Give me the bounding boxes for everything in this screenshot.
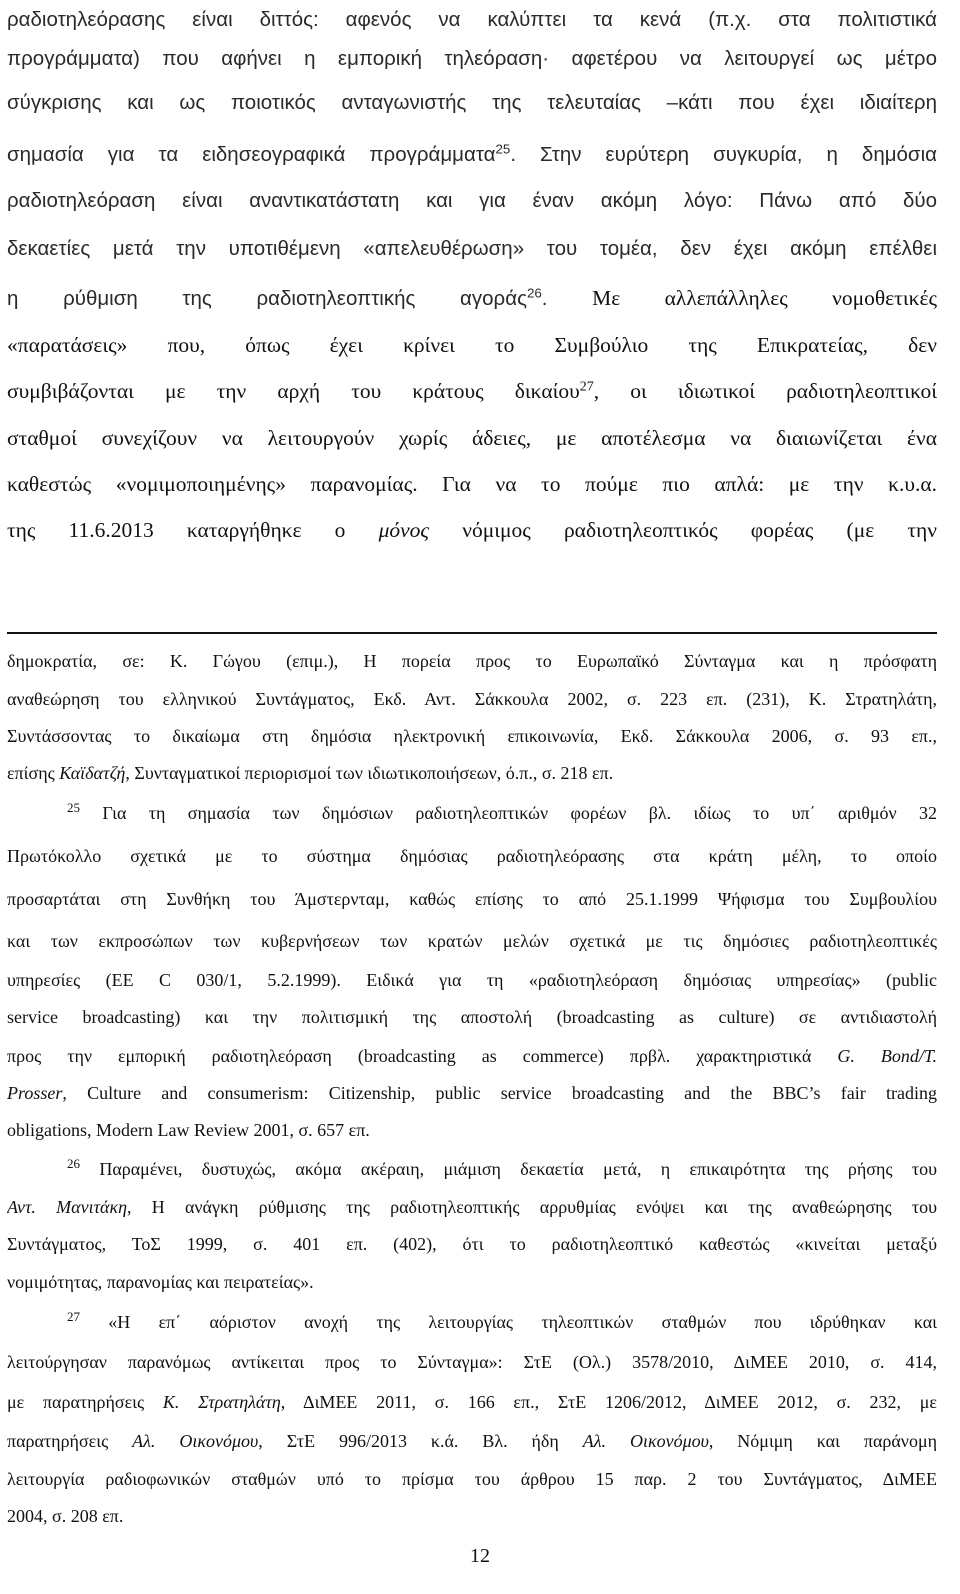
body-line-5 (7, 186, 937, 216)
text: , Συνταγματικοί περιορισμοί των ιδιωτικοποιήσεων, ό.π., σ. 218 επ. (125, 763, 614, 783)
footnote-25-line-5 (7, 967, 937, 993)
footnote-number: 25 (67, 800, 80, 815)
footnote-27-line-2 (7, 1349, 937, 1375)
text: 2004, σ. 208 επ. (7, 1506, 124, 1526)
text: , Culture and consumerism: Citizenship, public service broadcasting and the BBC’s fair trading (62, 1083, 937, 1103)
text: ραδιοτηλεόρασης είναι διττός: αφενός να καλύπτει τα κενά (π.χ. στα πολιτιστικά (7, 8, 937, 31)
text: σημασία για τα ειδησεογραφικά προγράμματα (7, 143, 496, 166)
footnote-cont-line-1 (7, 648, 937, 674)
text: αναθεώρηση του ελληνικού Συντάγματος, Εκδ. Αντ. Σάκκουλα 2002, σ. 223 επ. (231), Κ. Στρατηλάτη, (7, 689, 937, 709)
text: «παρατάσεις» που, όπως έχει κρίνει το Συμβούλιο της Επικρατείας, δεν (7, 333, 937, 357)
body-line-10 (7, 423, 937, 453)
text: παρατηρήσεις (7, 1431, 133, 1451)
text: καθεστώς «νομιμοποιημένης» παρανομίας. Για να το πούμε πιο απλά: με την κ.υ.α. (7, 472, 937, 496)
text-italic: Καϊδατζή (59, 763, 126, 783)
text: . Στην ευρύτερη συγκυρία, η δημόσια (510, 143, 937, 166)
body-line-9 (7, 376, 937, 406)
text-italic: G. Bond/T. (837, 1046, 937, 1066)
footnote-27-line-1 (67, 1309, 937, 1335)
text: της 11.6.2013 καταργήθηκε ο (7, 518, 379, 542)
text-italic: Αλ. Οικονόμου (582, 1431, 709, 1451)
body-line-12 (7, 515, 937, 545)
text-italic: μόνος (378, 518, 430, 542)
text: , ΣτΕ 996/2013 κ.ά. Βλ. ήδη (258, 1431, 583, 1451)
text: service broadcasting) και την πολιτισμική της αποστολή (broadcasting as culture) σε αντιδιαστολή (7, 1007, 937, 1027)
text: η ρύθμιση της ραδιοτηλεοπτικής αγοράς (7, 287, 527, 310)
text: obligations, Modern Law Review 2001, σ. 657 επ. (7, 1120, 370, 1140)
footnote-number: 27 (67, 1309, 80, 1324)
text: «Η επ΄ αόριστον ανοχή της λειτουργίας τηλεοπτικών σταθμών που ιδρύθηκαν και (108, 1312, 937, 1332)
text: προς την εμπορική ραδιοτηλεόραση (broadcasting as commerce) πρβλ. χαρακτηριστικά (7, 1046, 838, 1066)
text: και των εκπροσώπων των κυβερνήσεων των κρατών μελών σχετικά με τις δημόσιες ραδιοτηλεοπτικές (7, 931, 937, 951)
footnote-26-line-4 (7, 1269, 937, 1295)
text: σύγκρισης και ως ποιοτικός ανταγωνιστής της τελευταίας –κάτι που έχει ιδιαίτερη (7, 91, 937, 114)
text: δεκαετίες μετά την υποτιθέμενη «απελευθέρωση» του τομέα, δεν έχει ακόμη επέλθει (7, 237, 937, 260)
text: Για τη σημασία των δημόσιων ραδιοτηλεοπτικών φορέων βλ. ιδίως το υπ΄ αριθμόν 32 (102, 803, 937, 823)
text: με παρατηρήσεις (7, 1392, 163, 1412)
footnote-25-line-6 (7, 1004, 937, 1030)
footnote-separator (7, 632, 937, 634)
text: , Η ανάγκη ρύθμισης της ραδιοτηλεοπτικής αρρυθμίας ενόψει και της αναθεώρησης του (127, 1197, 937, 1217)
text: , Νόμιμη και παράνομη (708, 1431, 937, 1451)
footnote-27-line-5 (7, 1466, 937, 1492)
text: Με αλλεπάλληλες νομοθετικές (592, 286, 937, 310)
footnote-cont-line-3 (7, 723, 937, 749)
footnote-26-line-2 (7, 1194, 937, 1220)
text: δημοκρατία, σε: Κ. Γώγου (επιμ.), Η πορεία προς το Ευρωπαϊκό Σύνταγμα και η πρόσφατη (7, 651, 937, 671)
footnote-25-line-9 (7, 1117, 937, 1143)
body-line-2 (7, 44, 937, 74)
text: . (541, 287, 593, 310)
text: λειτουργία ραδιοφωνικών σταθμών υπό το πρίσμα του άρθρου 15 παρ. 2 του Συντάγματος, ΔιΜΕΕ (7, 1469, 937, 1489)
text: υπηρεσίες (ΕΕ C 030/1, 5.2.1999). Ειδικά για τη «ραδιοτηλεόραση δημόσιας υπηρεσίας» (public (7, 970, 937, 990)
body-line-1 (7, 5, 937, 35)
footnote-26-line-1 (67, 1156, 937, 1182)
page-number: 12 (470, 1545, 490, 1567)
text: , οι ιδιωτικοί ραδιοτηλεοπτικοί (593, 379, 937, 403)
footnote-ref-27[interactable]: 27 (579, 379, 594, 395)
footnote-25-line-7 (7, 1043, 937, 1069)
footnote-ref-26[interactable]: 26 (526, 285, 542, 301)
footnote-27-line-4 (7, 1428, 937, 1454)
text: Συντάσσοντας το δικαίωμα στη δημόσια ηλεκτρονική επικοινωνία, Εκδ. Σάκκουλα 2006, σ. 93 επ., (7, 726, 937, 746)
text: επίσης (7, 763, 60, 783)
footnote-25-line-1 (67, 800, 937, 826)
text: Παραμένει, δυστυχώς, ακόμα ακέραιη, μιάμιση δεκαετία μετά, η επικαιρότητα της ρήσης του (99, 1159, 937, 1179)
text: προσαρτάται στη Συνθήκη του Άμστερνταμ, καθώς επίσης το από 25.1.1999 Ψήφισμα του Συμβουλίου (7, 889, 937, 909)
body-line-4 (7, 140, 937, 170)
footnote-25-line-3 (7, 886, 937, 912)
body-line-11 (7, 469, 937, 499)
text: νομιμότητας, παρανομίας και πειρατείας». (7, 1272, 314, 1292)
footnote-27-line-3 (7, 1389, 937, 1415)
text: λειτούργησαν παρανόμως αντίκειται προς το Σύνταγμα»: ΣτΕ (Ολ.) 3578/2010, ΔιΜΕΕ 2010, σ. 414, (7, 1352, 937, 1372)
footnote-26-line-3 (7, 1231, 937, 1257)
body-line-8 (7, 330, 937, 360)
text: , ΔιΜΕΕ 2011, σ. 166 επ., ΣτΕ 1206/2012, ΔιΜΕΕ 2012, σ. 232, με (280, 1392, 937, 1412)
footnote-25-line-2 (7, 843, 937, 869)
text: νόμιμος ραδιοτηλεοπτικός φορέας (με την (429, 518, 937, 542)
footnote-25-line-4 (7, 928, 937, 954)
text: συμβιβάζονται με την αρχή του κράτους δικαίου (7, 379, 580, 403)
text: προγράμματα) που αφήνει η εμπορική τηλεόραση· αφετέρου να λειτουργεί ως μέτρο (7, 47, 937, 70)
text: ραδιοτηλεόραση είναι αναντικατάστατη και για έναν ακόμη λόγο: Πάνω από δύο (7, 189, 937, 212)
text-italic: Κ. Στρατηλάτη (162, 1392, 281, 1412)
text-italic: Prosser (7, 1083, 63, 1103)
text: Συντάγματος, ΤοΣ 1999, σ. 401 επ. (402), ότι το ραδιοτηλεοπτικό καθεστώς «κινείται μεταξύ (7, 1234, 937, 1254)
text: Πρωτόκολλο σχετικά με το σύστημα δημόσιας ραδιοτηλεόρασης στα κράτη μέλη, το οποίο (7, 846, 937, 866)
body-line-7 (7, 283, 937, 314)
body-line-3 (7, 88, 937, 118)
footnote-25-line-8 (7, 1080, 937, 1106)
text: σταθμοί συνεχίζουν να λειτουργούν χωρίς άδειες, με αποτέλεσμα να διαιωνίζεται ένα (7, 426, 937, 450)
footnote-ref-25[interactable]: 25 (495, 141, 511, 157)
footnote-27-line-6 (7, 1503, 937, 1529)
body-line-6 (7, 234, 937, 264)
footnote-number: 26 (67, 1156, 80, 1171)
footnote-cont-line-4 (7, 760, 937, 786)
text-italic: Αντ. Μανιτάκη (7, 1197, 128, 1217)
text-italic: Αλ. Οικονόμου (132, 1431, 259, 1451)
footnote-cont-line-2 (7, 686, 937, 712)
